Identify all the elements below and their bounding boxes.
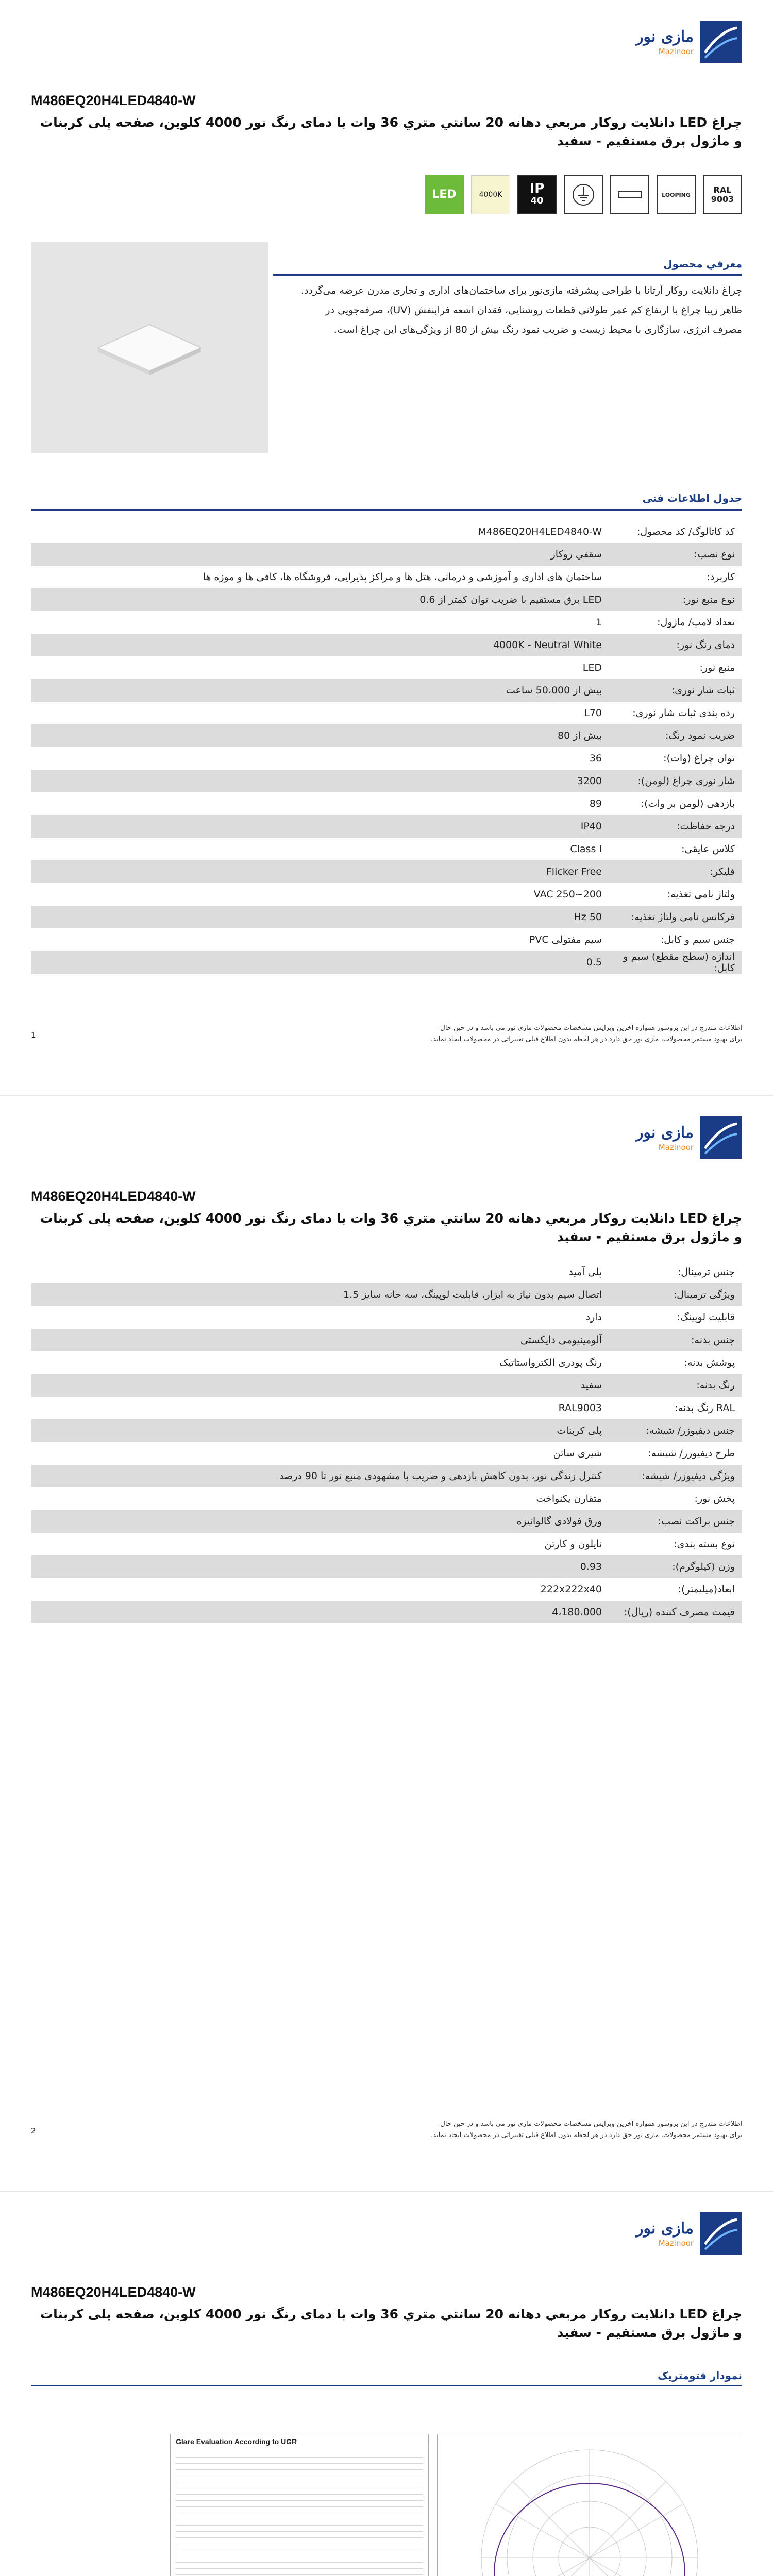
ugr-grid-line xyxy=(176,2563,423,2569)
spec-label: ويژگی ترمينال: xyxy=(609,1283,742,1306)
led-badge: LED xyxy=(425,175,464,214)
spec-value: بیش از 80 xyxy=(31,724,609,747)
product-title: چراغ LED دانلایت روکار مربعي دهانه 20 سانتي متري 36 وات با دمای رنگ نور 4000 کلوين، صفحه پلی کربنات و ماژول برق مستقيم - سفيد xyxy=(40,115,742,148)
spec-label: جنس براکت نصب: xyxy=(609,1510,742,1533)
spec-value: پلی آميد xyxy=(568,1266,602,1278)
spec-label: منبع نور: xyxy=(699,662,735,673)
spec-value: L70 xyxy=(584,707,602,719)
spec-row xyxy=(31,1261,742,1283)
ugr-grid-line xyxy=(176,2495,423,2501)
spec-value: LED برق مستقيم با ضريب توان کمتر از 0.6 xyxy=(31,588,609,611)
spec-row xyxy=(31,951,742,974)
spec-row xyxy=(31,566,742,588)
spec-table-1 xyxy=(31,520,742,974)
spec-label: کد کاتالوگ/ کد محصول: xyxy=(636,526,735,537)
footnote: اطلاعات مندرج در این بروشور همواره آخرین ویرایش مشخصات محصولات مازی نور می باشد و در حین حال برای بهبود مستمر محصولات، مازی نور حق دارد در هر لحظه بدون اطلاع قبلی تغییراتی در محصولات ایجاد نماید. xyxy=(431,2120,742,2139)
spec-value: Hz 50 xyxy=(31,906,609,928)
ugr-title: Glare Evaluation According to UGR xyxy=(171,2434,428,2448)
spec-row xyxy=(31,747,742,770)
ugr-grid-line xyxy=(176,2458,423,2464)
footnote: اطلاعات مندرج در این بروشور همواره آخرین ویرایش مشخصات محصولات مازی نور می باشد و در حین حال برای بهبود مستمر محصولات، مازی نور حق دارد در هر لحظه بدون اطلاع قبلی تغییراتی در محصولات ایجاد نماید. xyxy=(431,1024,742,1043)
logo-mark-icon xyxy=(700,2212,742,2255)
spec-value: دارد xyxy=(585,1312,602,1323)
page-3 xyxy=(0,2192,773,2576)
spec-label: قیمت مصرف کننده (ریال): xyxy=(609,1601,742,1623)
spec-value: 222x222x40 xyxy=(540,1584,602,1595)
spec-row xyxy=(31,770,742,792)
brand-name-fa: مازی نور xyxy=(636,2219,694,2238)
spec-row xyxy=(31,1283,742,1306)
spec-label: جنس سیم و کابل: xyxy=(660,934,735,945)
polar-curve-icon xyxy=(438,2434,742,2576)
spec-value: سقفي روكار xyxy=(31,543,609,566)
spec-label: تعداد لامپ/ ماژول: xyxy=(657,617,735,628)
spec-value: RAL9003 xyxy=(558,1402,602,1414)
spec-value: 36 xyxy=(589,753,602,764)
ugr-table xyxy=(170,2434,429,2576)
spec-value: 4000K - Neutral White xyxy=(31,634,609,656)
product-code: M486EQ20H4LED4840-W xyxy=(31,2284,196,2300)
brand-name-en: Mazinoor xyxy=(658,46,694,56)
brand-logo xyxy=(636,21,742,63)
page-header xyxy=(31,1116,742,1173)
logo-mark-icon xyxy=(700,21,742,63)
spec-row xyxy=(31,1397,742,1419)
spec-label: اندازه (سطح مقطع) سیم و کابل: xyxy=(609,951,742,974)
product-title: چراغ LED دانلایت روکار مربعي دهانه 20 سانتي متري 36 وات با دمای رنگ نور 4000 کلوين، صفحه پلی کربنات و ماژول برق مستقيم - سفيد xyxy=(40,2307,742,2340)
spec-value: 0.93 xyxy=(31,1555,609,1578)
spec-row xyxy=(31,702,742,724)
product-photo xyxy=(31,242,268,453)
ugr-grid xyxy=(176,2451,423,2576)
spec-value: 4،180،000 xyxy=(31,1601,609,1623)
spec-value: ساختمان های اداری و آموزشی و درمانی، هتل ها و مراکز پذیرایی، فروشگاه ها، کافی ها و موزه ها xyxy=(203,571,602,583)
specs-divider xyxy=(31,509,742,511)
looping-badge: LOOPING xyxy=(657,175,696,214)
spec-label: جنس ترمينال: xyxy=(677,1266,735,1278)
brand-logo xyxy=(636,1116,742,1159)
spec-value: M486EQ20H4LED4840-W xyxy=(478,526,602,537)
intro-text: چراغ دانلایت روکار آرتانا با طراحی پیشرفته مازی‌نور برای ساختمان‌های اداری و تجاری مدرن عرضه می‌گردد. ظاهر زیبا چراغ با ارتفاع کم عمر طولانی قطعات روشنایی، فقدان اشعه فرابنفش (UV)، صرفه‌جویی در مصرف انرژی، سازگاری با محیط زیست و ضریب نمود رنگ بیش از 80 از ویژگی‌های این چراغ است. xyxy=(300,285,742,335)
spec-label: جنس بدنه: xyxy=(609,1329,742,1351)
spec-value: شيری ساتن xyxy=(553,1448,602,1459)
ugr-grid-line xyxy=(176,2569,423,2575)
spec-row xyxy=(31,1465,742,1487)
spec-label: نوع نصب: xyxy=(609,543,742,566)
spec-label: وزن (کیلوگرم): xyxy=(609,1555,742,1578)
ugr-grid-line xyxy=(176,2550,423,2556)
lamp-shape-icon xyxy=(610,175,649,214)
spec-label: ضریب نمود رنگ: xyxy=(609,724,742,747)
spec-label: ويژگی ديفيوزر/ شيشه: xyxy=(609,1465,742,1487)
spec-label: رده بندی ثبات شار نوری: xyxy=(632,707,735,719)
brand-name-fa: مازی نور xyxy=(636,1123,694,1142)
product-code: M486EQ20H4LED4840-W xyxy=(31,93,196,108)
page-header xyxy=(31,21,742,77)
spec-row xyxy=(31,1510,742,1533)
ugr-grid-line xyxy=(176,2451,423,2458)
specs-section-title: جدول اطلاعات فنی xyxy=(642,492,742,504)
spec-row xyxy=(31,1419,742,1442)
ugr-grid-line xyxy=(176,2488,423,2495)
spec-value: LED xyxy=(582,662,602,673)
spec-row xyxy=(31,1601,742,1623)
spec-value: IP40 xyxy=(31,815,609,838)
spec-label: جنس ديفيوزر/ شيشه: xyxy=(609,1419,742,1442)
product-code: M486EQ20H4LED4840-W xyxy=(31,1189,196,1204)
spec-label: شار نوری چراغ (لومن): xyxy=(609,770,742,792)
page-2 xyxy=(0,1096,773,2191)
photometric-area xyxy=(170,2429,742,2576)
ugr-grid-line xyxy=(176,2532,423,2538)
spec-value: 3200 xyxy=(31,770,609,792)
ugr-grid-line xyxy=(176,2556,423,2563)
polar-diagram xyxy=(437,2434,742,2576)
spec-label: دمای رنگ نور: xyxy=(609,634,742,656)
intro-divider xyxy=(273,274,742,276)
spec-value: 89 xyxy=(589,798,602,809)
spec-row xyxy=(31,656,742,679)
spec-table-2 xyxy=(31,1261,742,1623)
page-number: 2 xyxy=(31,2126,36,2136)
brand-name-fa: مازی نور xyxy=(636,27,694,46)
spec-row xyxy=(31,543,742,566)
brand-name-en: Mazinoor xyxy=(658,1142,694,1152)
color-temperature-badge: 4000K xyxy=(471,175,510,214)
spec-label: ابعاد(میلیمتر): xyxy=(678,1584,735,1595)
brand-logo xyxy=(636,2212,742,2255)
spec-label: نوع بسته بندی: xyxy=(674,1538,735,1550)
spec-row xyxy=(31,1555,742,1578)
ugr-grid-line xyxy=(176,2538,423,2544)
spec-value: کنترل زندگی نور، بدون کاهش بازدهی و ضريب با مشهودی منبع نور تا 90 درصد xyxy=(31,1465,609,1487)
ugr-grid-line xyxy=(176,2507,423,2513)
spec-row xyxy=(31,883,742,906)
spec-row xyxy=(31,1306,742,1329)
spec-label: نوع منبع نور: xyxy=(609,588,742,611)
ral-badge: RAL 9003 xyxy=(703,175,742,214)
spec-label: طرح ديفيوزر/ شيشه: xyxy=(648,1448,735,1459)
page-header xyxy=(31,2212,742,2269)
spec-row xyxy=(31,792,742,815)
spec-row xyxy=(31,906,742,928)
earth-ground-icon xyxy=(564,175,603,214)
spec-row xyxy=(31,1329,742,1351)
spec-value: Class I xyxy=(570,843,602,855)
spec-label: ثبات شار نوری: xyxy=(609,679,742,702)
spec-row xyxy=(31,860,742,883)
ugr-grid-line xyxy=(176,2501,423,2507)
spec-value: متقارن يکنواخت xyxy=(536,1493,602,1504)
downlight-image-icon xyxy=(31,242,268,453)
spec-label: بازدهی (لومن بر وات): xyxy=(641,798,735,809)
spec-label: كاربرد: xyxy=(707,571,735,583)
spec-row xyxy=(31,838,742,860)
spec-row xyxy=(31,724,742,747)
logo-mark-icon xyxy=(700,1116,742,1159)
spec-row xyxy=(31,1487,742,1510)
spec-value: VAC 250~200 xyxy=(533,889,602,900)
spec-label: پخش نور: xyxy=(694,1493,735,1504)
spec-value: 1 xyxy=(595,617,602,628)
spec-label: فرکانس نامی ولتاژ تغذیه: xyxy=(609,906,742,928)
spec-value: سفيد xyxy=(31,1374,609,1397)
spec-label: ولتاژ نامی تغذیه: xyxy=(667,889,735,900)
ugr-grid-line xyxy=(176,2544,423,2550)
spec-label: قابليت لوپينگ: xyxy=(677,1312,735,1323)
spec-value: ورق فولادی گالوانيزه xyxy=(31,1510,609,1533)
spec-row xyxy=(31,611,742,634)
spec-label: درجه حفاظت: xyxy=(609,815,742,838)
spec-row xyxy=(31,815,742,838)
spec-row xyxy=(31,588,742,611)
spec-row xyxy=(31,1442,742,1465)
spec-value: نايلون و كارتن xyxy=(544,1538,602,1550)
ugr-grid-line xyxy=(176,2513,423,2519)
ugr-grid-line xyxy=(176,2519,423,2526)
spec-value: Flicker Free xyxy=(31,860,609,883)
spec-value: آلومينيومی دايکستی xyxy=(31,1329,609,1351)
product-title: چراغ LED دانلایت روکار مربعي دهانه 20 سانتي متري 36 وات با دمای رنگ نور 4000 کلوين، صفحه پلی کربنات و ماژول برق مستقيم - سفيد xyxy=(40,1211,742,1244)
intro-section-title: معرفي محصول xyxy=(663,258,742,270)
spec-label: کلاس عایقی: xyxy=(681,843,735,855)
spec-value: 0.5 xyxy=(31,951,609,974)
spec-label: توان چراغ (وات): xyxy=(663,753,735,764)
spec-value: پلی کربنات xyxy=(31,1419,609,1442)
page-number: 1 xyxy=(31,1030,36,1040)
brand-name-en: Mazinoor xyxy=(658,2238,694,2248)
ugr-grid-line xyxy=(176,2464,423,2470)
spec-value: رنگ پودری الکترواستاتيک xyxy=(499,1357,602,1368)
spec-row xyxy=(31,1533,742,1555)
spec-row xyxy=(31,1351,742,1374)
spec-value: بیش از 50،000 ساعت xyxy=(31,679,609,702)
ip-rating-badge: IP 40 xyxy=(517,175,557,214)
spec-row xyxy=(31,634,742,656)
spec-label: رنگ بدنه: xyxy=(609,1374,742,1397)
ugr-grid-line xyxy=(176,2482,423,2488)
spec-label: RAL رنگ بدنه: xyxy=(675,1402,735,1414)
feature-badges xyxy=(425,175,742,214)
photometric-section-title: نمودار فتومتریک xyxy=(658,2369,742,2382)
spec-label: فلیکر: xyxy=(609,860,742,883)
photometric-divider xyxy=(31,2385,742,2386)
spec-value: اتصال سيم بدون نياز به ابزار، قابليت لوپينگ، سه خانه سايز 1.5 xyxy=(31,1283,609,1306)
spec-row xyxy=(31,520,742,543)
spec-row xyxy=(31,1578,742,1601)
ugr-grid-line xyxy=(176,2476,423,2482)
ugr-grid-line xyxy=(176,2470,423,2476)
ugr-grid-line xyxy=(176,2526,423,2532)
spec-value: سیم مفتولی PVC xyxy=(529,934,602,945)
page-1 xyxy=(0,0,773,1095)
spec-row xyxy=(31,928,742,951)
spec-label: پوشش بدنه: xyxy=(684,1357,735,1368)
spec-row xyxy=(31,1374,742,1397)
spec-row xyxy=(31,679,742,702)
